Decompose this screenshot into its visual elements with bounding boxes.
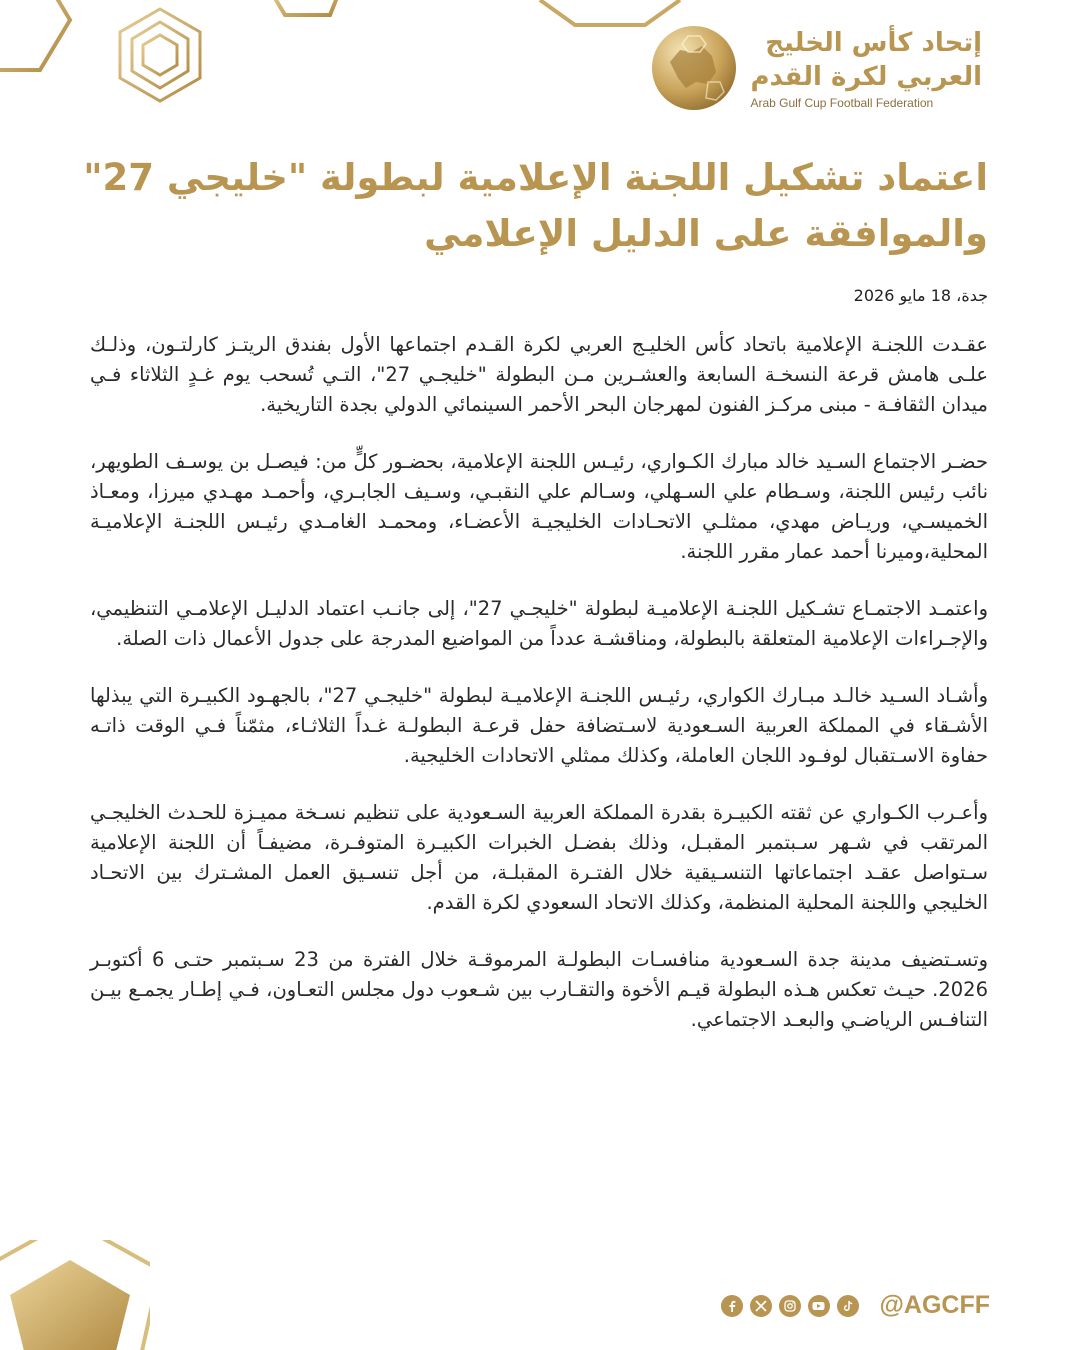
paragraph-3: واعتمـد الاجتمـاع تشـكيل اللجنـة الإعلاميـة لبطولة "خليجـي 27"، إلى جانـب اعتماد الدليـل الإعلامـي التنظيمي، والإجـراءات الإعلامية المتعلقة بالبطولة، ومناقشـة عدداً من المواضيع المدرجة على جدول الأعمال ذات الصلة.: [90, 597, 988, 650]
article-title: [83, 150, 988, 262]
paragraph-4: وأشـاد السـيد خالـد مبـارك الكواري، رئيـس اللجنـة الإعلاميـة لبطولة "خليجـي 27"، بالجهـود الكبيـرة التي يبذلها الأشـقاء في المملكة العربية السـعودية لاسـتضافة حفل قرعـة البطولـة غـداً الثلاثـاء، مثمّناً فـي الوقت ذاتـه حفاوة الاسـتقبال لوفـود اللجان العاملة، وكذلك ممثلي الاتحادات الخليجية.: [90, 684, 988, 767]
paragraph-2: حضـر الاجتماع السـيد خالد مبارك الكـواري، رئيـس اللجنة الإعلامية، بحضـور كلٍّ من: فيصـل بن يوسـف الطويهر، نائب رئيس اللجنة، وسـطام علي السـهلي، وسـالم علي النقبـي، وسـيف الجابـري، وأحمـد مهـدي ميرزا، ومعـاذ الخميسـي، وريـاض مهدي، ممثلـي الاتحـادات الخليجيـة الأعضـاء، ومحمـد الغامـدي رئيـس اللجنـة الإعلاميـة المحلية،وميرنا أحمد عمار مقرر اللجنة.: [90, 450, 988, 563]
dateline: جدة، 18 مايو 2026: [853, 286, 988, 305]
logo-name-ar-line1: إتحاد كأس الخليج: [765, 28, 982, 58]
logo-text: [750, 26, 982, 110]
title-line-2: والموافقة على الدليل الإعلامي: [424, 212, 988, 255]
article-body: [90, 330, 988, 1062]
paragraph-1: عقـدت اللجنـة الإعلامية باتحاد كأس الخليـج العربي لكرة القـدم اجتماعها الأول بفندق الريتـز كارلتـون، وذلـك علـى هامش قرعة النسخـة السابعة والعشـرين مـن البطولة "خليجـي 27"، التـي تُسحب يوم غـدٍ الثلاثاء فـي ميدان الثقافـة - مبنى مركـز الفنون لمهرجان البحر الأحمر السينمائي الدولي بجدة التاريخية.: [90, 333, 988, 416]
facebook-icon[interactable]: [721, 1295, 743, 1317]
instagram-icon[interactable]: [779, 1295, 801, 1317]
hexagon-decoration-bottom-left: [0, 1240, 150, 1350]
social-footer: [721, 1291, 990, 1320]
gulf-ball-emblem-icon: [648, 22, 740, 114]
federation-logo: [648, 22, 982, 114]
paragraph-5: وأعـرب الكـواري عن ثقته الكبيـرة بقدرة المملكة العربية السـعودية على تنظيم نسـخة مميـزة للحـدث الخليجـي المرتقب في شـهر سـبتمبر المقبـل، وذلك بفضـل الخبرات الكبيـرة المتوفـرة، مضيفـاً أن اللجنة الإعلامية سـتواصل عقـد اجتماعاتها التنسـيقية خلال الفتـرة المقبلـة، من أجل تنسـيق العمل المشـترك بين الاتحـاد الخليجي واللجنة المحلية المنظمة، وكذلك الاتحاد السعودي لكرة القدم.: [90, 801, 988, 914]
tiktok-icon[interactable]: [837, 1295, 859, 1317]
title-line-1: اعتماد تشكيل اللجنة الإعلامية لبطولة "خليجي 27": [83, 156, 988, 199]
logo-name-en: Arab Gulf Cup Football Federation: [750, 96, 934, 110]
logo-name-ar-line2: العربي لكرة القدم: [750, 62, 982, 92]
youtube-icon[interactable]: [808, 1295, 830, 1317]
x-icon[interactable]: [750, 1295, 772, 1317]
social-handle[interactable]: @AGCFF: [879, 1291, 990, 1319]
hexagon-decoration-top-left: [0, 0, 340, 130]
paragraph-6: وتسـتضيف مدينة جدة السـعودية منافسـات البطولـة المرموقـة خلال الفترة من 23 سـبتمبر حتـى 6 أكتوبـر 2026. حيـث تعكس هـذه البطولة قيـم الأخوة والتقـارب بين شـعوب دول مجلس التعـاون، فـي إطـار يجمـع بيـن التنافـس الرياضـي والبعـد الاجتماعي.: [90, 948, 988, 1031]
